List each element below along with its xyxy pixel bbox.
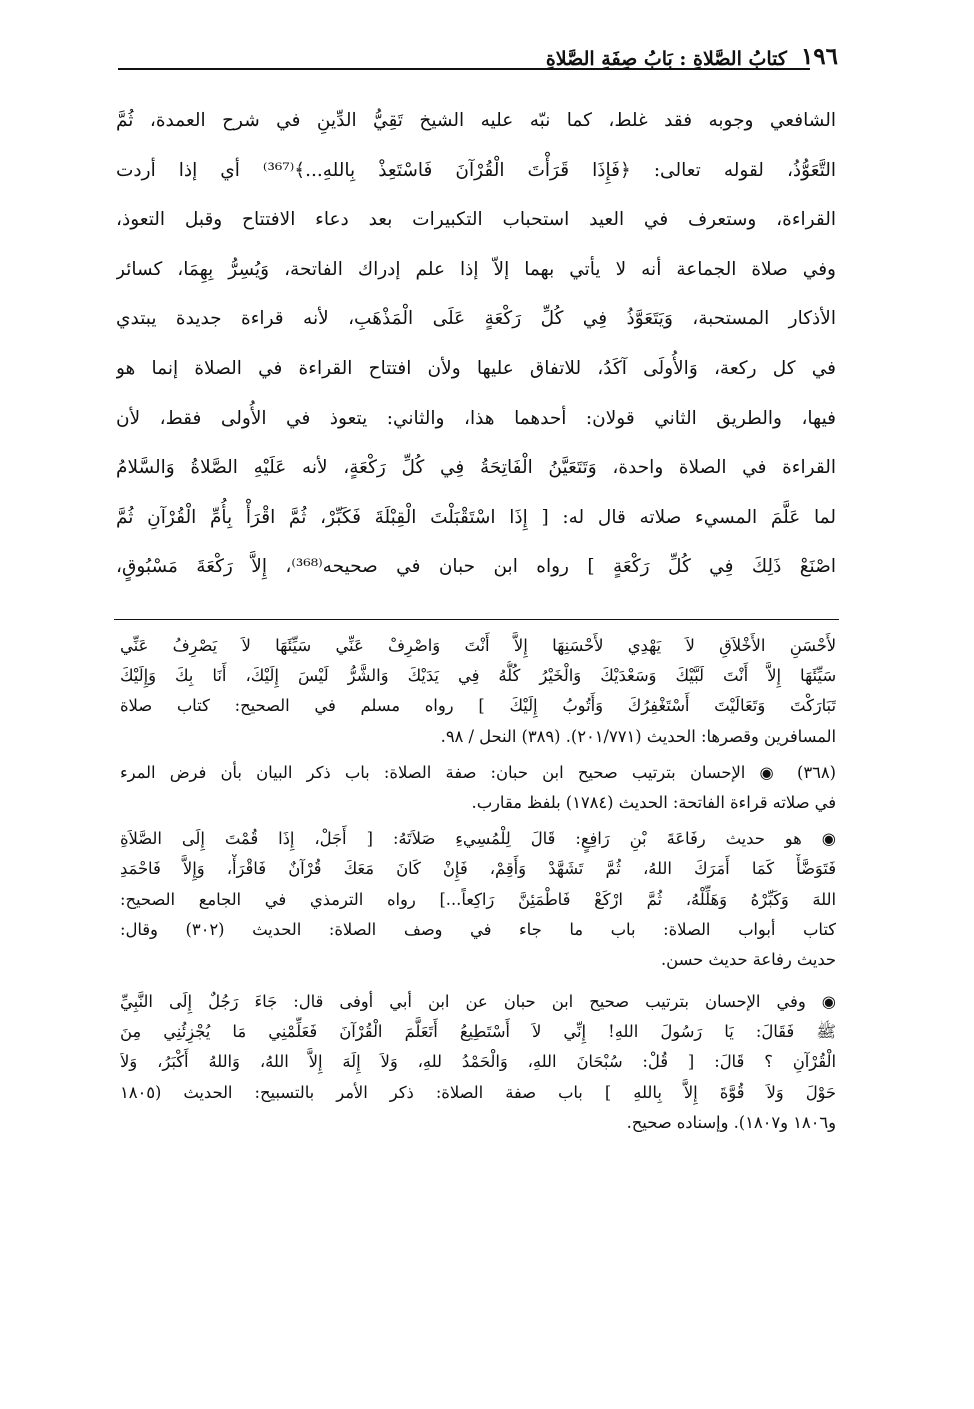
footnote-368 xyxy=(120,758,836,818)
footnote-line: حديث رفاعة حديث حسن. xyxy=(661,949,836,969)
footnote-line: فَتَوَضَّأْ كَمَا أَمَرَكَ اللهُ، ثُمَّ تَشَهَّدْ وَأَقِمْ، فَإِنْ كَانَ مَعَكَ قُرْآنٌ فَاقْرَأْ، وَإِلاَّ فَاحْمَدِ xyxy=(120,859,836,879)
footnote-line: تَبَارَكْتَ وَتَعَالَيْتَ أَسْتَغْفِرُكَ وَأَتُوبُ إِلَيْكَ ] رواه مسلم في الصحيح: كتاب صلاة xyxy=(120,696,836,716)
footnote-line: المسافرين وقصرها: الحديث (٢٠١/٧٧١). (٣٨٩) النحل / ٩٨. xyxy=(440,726,836,746)
main-text xyxy=(116,96,836,592)
main-text-line: في كل ركعة، وَالأُولَى آكَدُ، للاتفاق عليها ولأن افتتاح القراءة في الصلاة إنما هو xyxy=(116,357,836,379)
footnote-separator xyxy=(114,619,839,620)
footnote-rifaa-hadith xyxy=(120,824,836,975)
footnote-line: سَيِّئَهَا إِلاَّ أَنْتَ لَبَّيْكَ وَسَعْدَيْكَ وَالْخَيْرُ كُلُّهُ فِي يَدَيْكَ وَالشَّرُّ لَيْسَ إِلَيْكَ، أَنَا بِكَ وَإِلَيْكَ xyxy=(120,666,836,686)
footnotes xyxy=(120,631,836,1138)
main-text-line: القراءة، وستعرف في العيد استحباب التكبيرات بعد دعاء الافتتاح وقبل التعوذ، xyxy=(116,209,836,231)
footnote-ibn-abi-awfa-hadith xyxy=(120,987,836,1138)
main-text-line: التَّعَوُّذُ، لقوله تعالى: ﴿فَإِذَا قَرَأْتَ الْقُرْآنَ فَاسْتَعِذْ بِاللهِ...﴾⁽³⁶⁷⁾ أي إذا أردت xyxy=(116,159,836,181)
footnote-line: الْقُرْآنِ ؟ قَالَ: [ قُلْ: سُبْحَانَ اللهِ، وَالْحَمْدُ للهِ، وَلاَ إِلَهَ إِلاَّ اللهُ، وَاللهُ أَكْبَرُ، وَلاَ xyxy=(120,1052,836,1072)
main-text-line: لما عَلَّمَ المسيء صلاته قال له: [ إِذَا اسْتَقْبَلْتَ الْقِبْلَةَ فَكَبِّرْ، ثُمَّ اقْرَأْ بِأُمِّ الْقُرْآنِ ثُمَّ xyxy=(116,506,836,528)
main-text-line: فيها، والطريق الثاني قولان: أحدهما هذا، والثاني: يتعوذ في الأُولى فقط، لأن xyxy=(116,407,836,429)
footnote-line: و١٨٠٦ و١٨٠٧). وإسناده صحيح. xyxy=(626,1112,836,1132)
main-text-line: القراءة في الصلاة واحدة، وَتَتَعَيَّنُ الْفَاتِحَةُ فِي كُلِّ رَكْعَةٍ، لأنه عَلَيْهِ الصَّلاةُ وَالسَّلامُ xyxy=(116,457,836,479)
page-header xyxy=(108,34,838,70)
footnote-line: في صلاته قراءة الفاتحة: الحديث (١٧٨٤) بلفظ مقارب. xyxy=(471,792,836,812)
running-title: كتابُ الصَّلاةِ : بَابُ صِفَةِ الصَّلاةِ xyxy=(545,48,787,70)
footnote-line: حَوْلَ وَلاَ قُوَّةَ إِلاَّ بِاللهِ ] باب صفة الصلاة: ذكر الأمر بالتسبيح: الحديث (١٨٠٥ xyxy=(120,1082,836,1102)
footnote-line: ◉ هو حديث رفَاعَةَ بْنِ رَافِعٍ: قَالَ لِلْمُسِيءِ صَلاَتَهُ: [ أَجَلْ، إِذَا قُمْتَ إِلَى الصَّلاَةِ xyxy=(120,829,836,849)
page-number: ١٩٦ xyxy=(800,43,838,70)
main-text-line: اصْنَعْ ذَلِكَ فِي كُلِّ رَكْعَةٍ ] رواه ابن حبان في صحيحه⁽³⁶⁸⁾، إِلاَّ رَكْعَةَ مَسْبُوقٍ، xyxy=(116,556,836,578)
footnote-line: اللهَ وَكَبِّرْهُ وَهَلِّلْهُ، ثُمَّ ارْكَعْ فَاطْمَئِنَّ رَاكِعاً...] رواه الترمذي في الجامع الصحيح: xyxy=(120,889,836,909)
header-rule xyxy=(118,68,810,70)
footnote-line: لأَحْسَنِ الأَخْلاَقِ لاَ يَهْدِي لأَحْسَنِهَا إِلاَّ أَنْتَ وَاصْرِفْ عَنِّي سَيِّئَهَا لاَ يَصْرِفُ عَنِّي xyxy=(120,636,836,655)
footnote-line: (٣٦٨) ◉ الإحسان بترتيب صحيح ابن حبان: صفة الصلاة: باب ذكر البيان بأن فرض المرء xyxy=(120,762,836,782)
footnote-line: ﷺ فَقَالَ: يَا رَسُولَ اللهِ! إِنِّي لاَ أَسْتَطِيعُ أَتَعَلَّمَ الْقُرْآنَ فَعَلِّمْنِي مَا يُجْزِئُنِي مِنَ xyxy=(120,1022,836,1042)
footnote-line: ◉ وفي الإحسان بترتيب صحيح ابن حبان عن ابن أبي أوفى قال: جَاءَ رَجُلٌ إِلَى النَّبِيِّ xyxy=(120,992,836,1012)
main-text-line: الأذكار المستحبة، وَيَتَعَوَّذُ فِي كُلِّ رَكْعَةٍ عَلَى الْمَذْهَبِ، لأنه قراءة جديدة يبتدي xyxy=(116,308,836,330)
main-text-line: وفي صلاة الجماعة أنه لا يأتي بهما إلاّ إذا علم إدراك الفاتحة، وَيُسِرُّ بِهِمَا، كسائر xyxy=(116,258,836,280)
footnote-continuation xyxy=(120,631,836,752)
footnote-line: كتاب أبواب الصلاة: باب ما جاء في وصف الصلاة: الحديث (٣٠٢) وقال: xyxy=(120,919,836,939)
main-text-line: الشافعي وجوبه فقد غلط، كما نبّه عليه الشيخ تَقِيُّ الدِّينِ في شرح العمدة، ثُمَّ xyxy=(116,110,836,131)
